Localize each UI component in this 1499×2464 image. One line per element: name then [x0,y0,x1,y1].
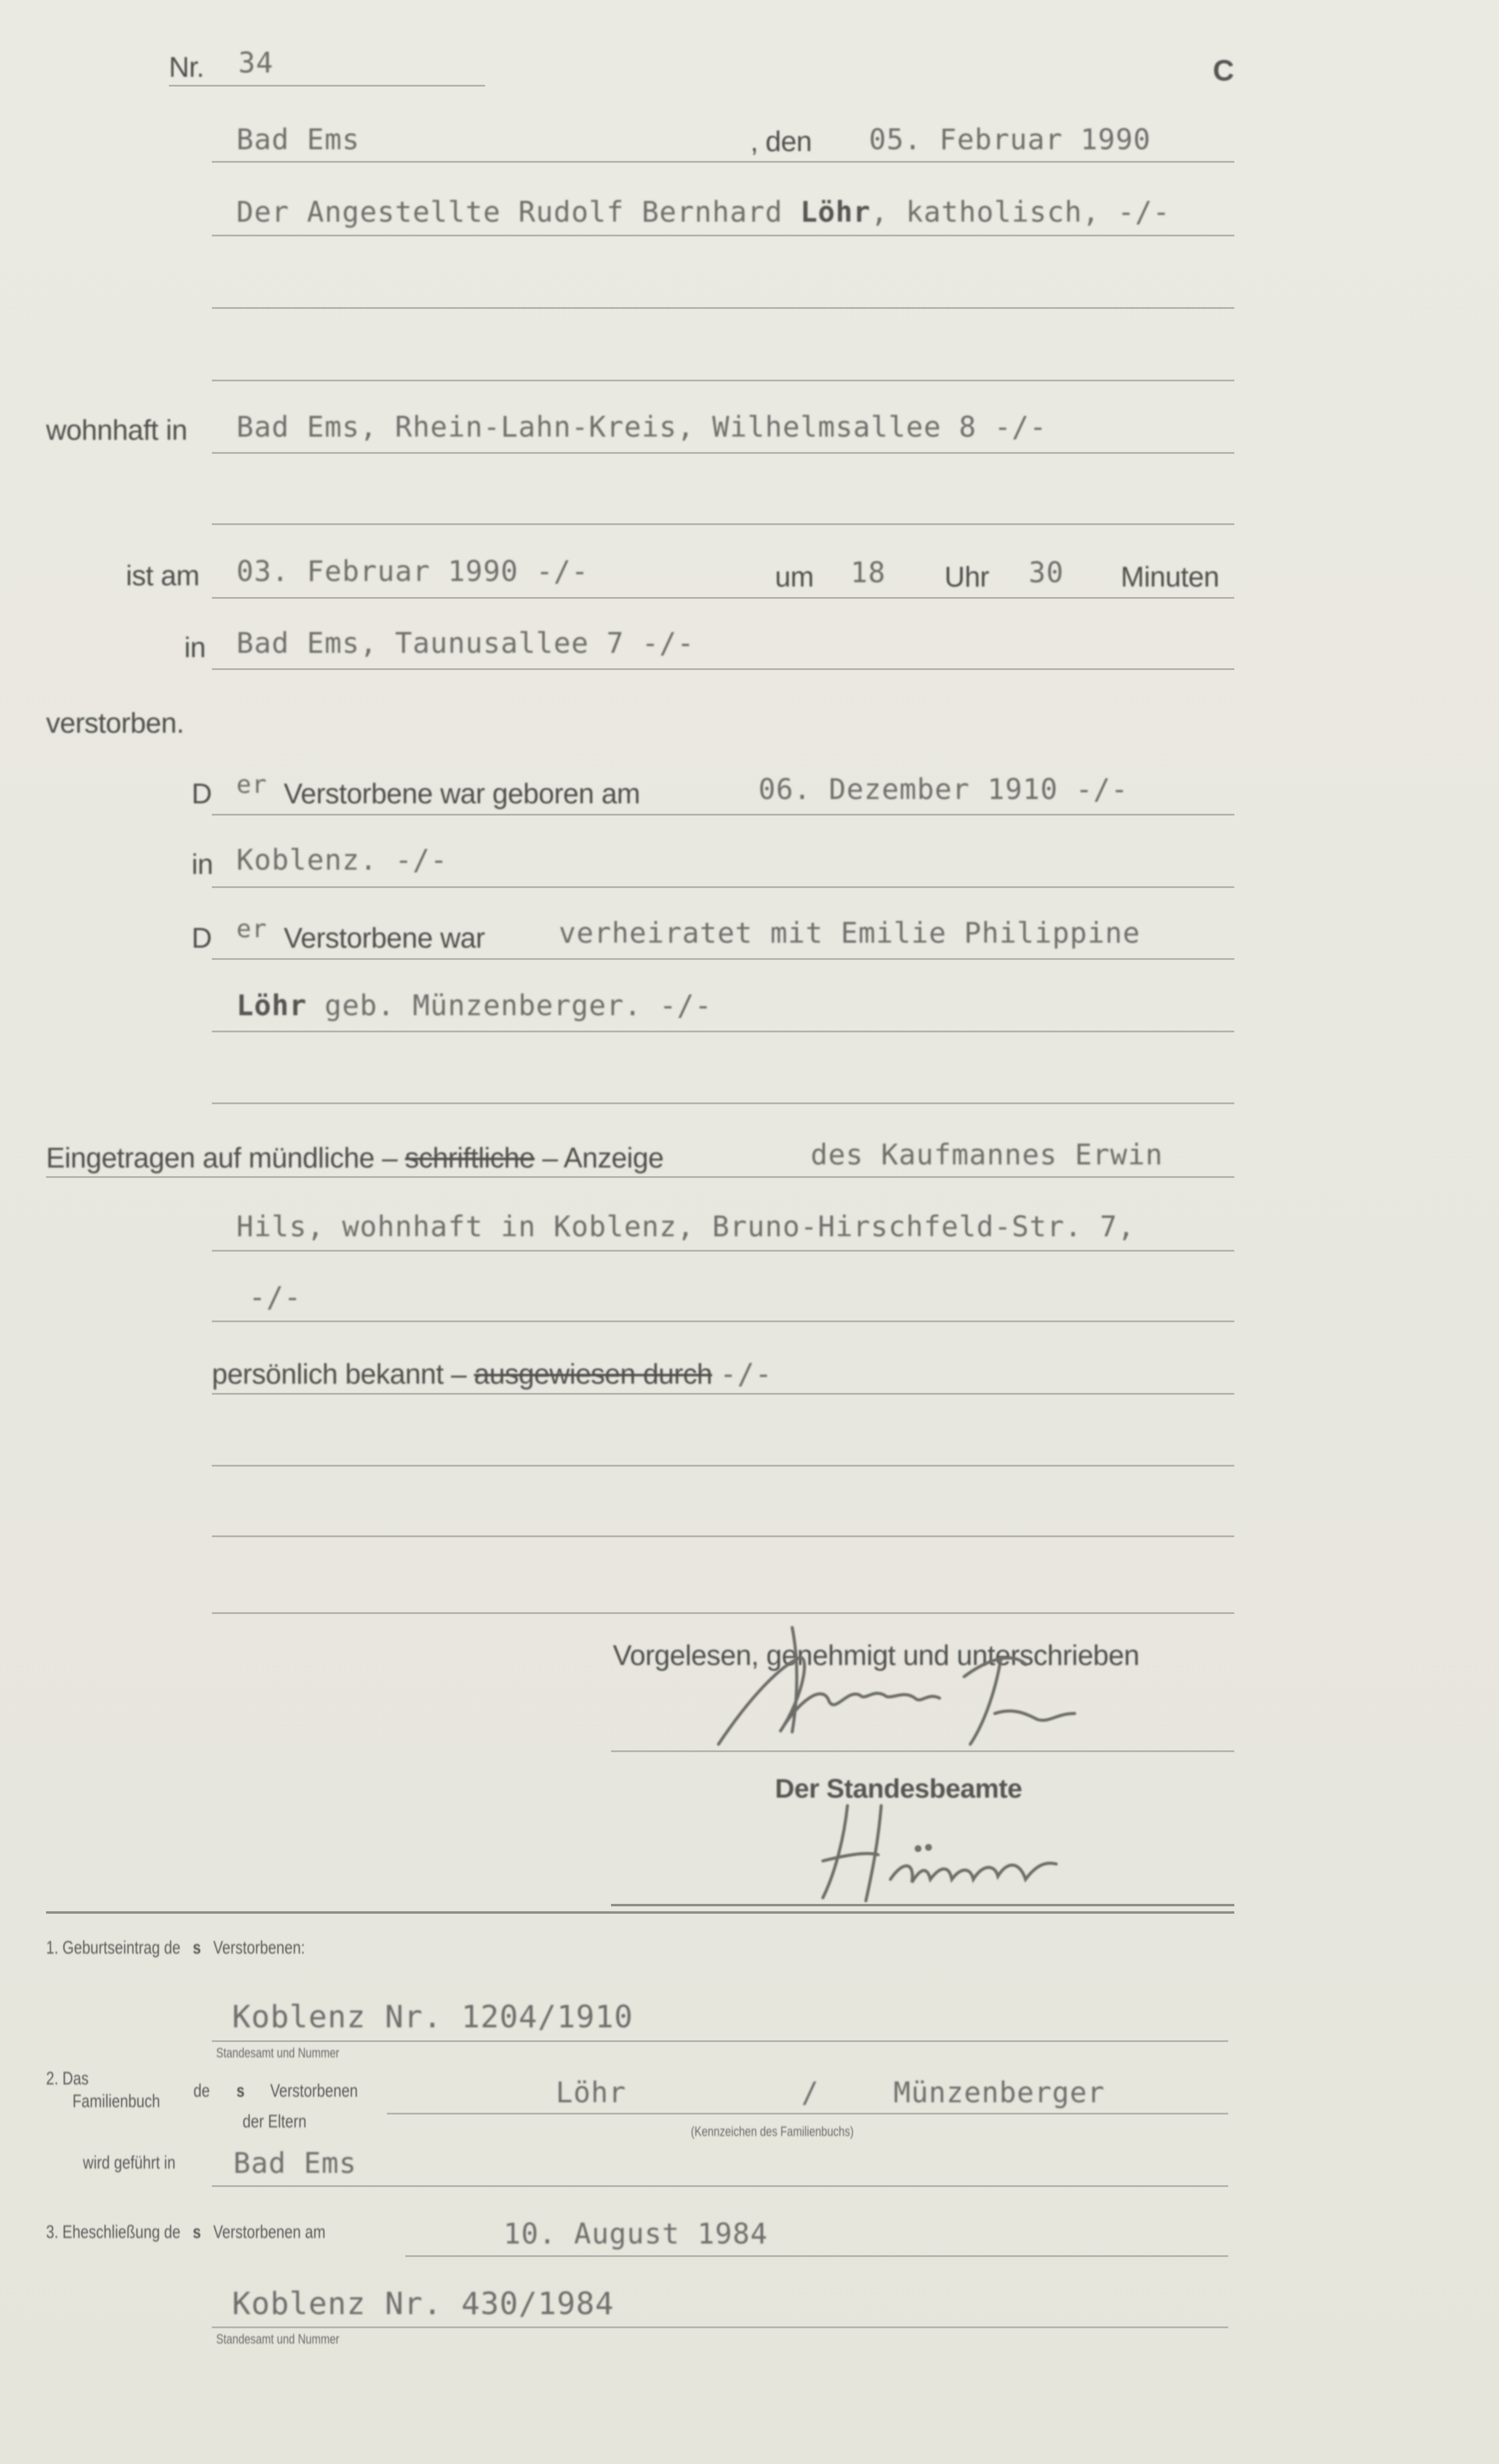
cancel-mark: -/- [659,989,712,1022]
item3-sub: Standesamt und Nummer [216,2331,340,2347]
rule-item3-1 [405,2255,1228,2257]
rule-empty-4 [212,1102,1234,1104]
residence-value: Bad Ems, Rhein-Lahn-Kreis, Wilhelmsallee 8 [236,410,977,443]
spouse-rest: geb. Münzenberger. [306,989,642,1022]
marriage-value-1: verheiratet mit Emilie Philippine [559,916,1140,949]
item1-sub: Standesamt und Nummer [216,2045,340,2060]
cancel-mark: -/- [641,626,695,660]
rule-residence [212,452,1234,454]
deceased-prefix: Der Angestellte Rudolf Bernhard [236,195,801,228]
ist-am-label: ist am [126,559,200,591]
item2-word: Familienbuch [72,2091,160,2111]
item2-verst: Verstorbenen [270,2081,358,2101]
rule-empty-6 [212,1535,1234,1537]
rule-item1 [212,2040,1228,2042]
item2-num: 2. Das [46,2068,89,2089]
report-value-1: des Kaufmannes Erwin [811,1138,1163,1171]
personal-prefix: persönlich bekannt – [212,1358,474,1390]
birth-place-line [236,843,448,876]
item2-gefuehrt: wird geführt in [83,2153,176,2173]
rule-personal [212,1393,1234,1395]
birth-date: 06. Dezember 1910 [758,773,1058,806]
item3-date: 10. August 1984 [504,2217,768,2250]
item1-label-c: Verstorbenen: [213,1938,305,1958]
registry-place: Bad Ems [236,123,360,156]
birth-date-line [758,773,1129,806]
cancel-mark: -/- [395,843,448,876]
nr-rule [169,85,485,87]
item2-de: de [193,2081,210,2101]
cancel-mark: -/- [535,555,589,588]
item2-name1: Löhr [556,2076,626,2109]
um-label: um [775,561,814,593]
residence-line [236,410,1047,443]
rule-report-3 [212,1320,1234,1322]
report-value-2: Hils, wohnhaft in Koblenz, Bruno-Hirschfeld-Str. 7, [236,1210,1135,1243]
rule-person [212,235,1234,236]
item3-label-b: s [192,2222,201,2242]
marriage-label: Verstorbene war [284,922,485,954]
marriage-d-letter: D [192,922,212,954]
item3-label-c: Verstorbenen am [213,2222,325,2242]
personal-line [212,1357,773,1390]
cancel-mark: -/- [249,1281,302,1314]
verstorben-label: verstorben. [46,707,184,739]
item2-s: s [236,2081,245,2101]
rule-item2-1 [387,2113,1228,2115]
registry-date: 05. Februar 1990 [869,123,1151,156]
item2-eltern: der Eltern [243,2111,307,2132]
read-approved-label: Vorgelesen, genehmigt und unterschrieben [613,1639,1140,1671]
rule-empty-5 [212,1465,1234,1467]
rule-empty-1 [212,307,1234,309]
rule-birth-date [212,814,1234,816]
rule-empty-7 [212,1612,1234,1614]
rule-empty-3 [212,523,1234,525]
item2-place: Bad Ems [233,2146,357,2180]
report-label-struck: schriftliche [405,1142,535,1174]
rule-report-2 [212,1250,1234,1252]
cancel-mark: -/- [719,1357,773,1390]
nr-value: 34 [238,46,274,79]
item2-slash: / [801,2076,819,2109]
death-date-line [236,555,589,588]
item1-value: Koblenz Nr. 1204/1910 [232,1999,634,2035]
rule-item2-2 [212,2185,1228,2187]
den-label: , den [750,125,812,157]
deceased-surname: Löhr [800,195,871,228]
rule-item3-2 [212,2326,1228,2328]
cancel-mark: -/- [1117,195,1170,228]
item1-label-a: 1. Geburtseintrag de [46,1938,181,1958]
informant-signature [706,1621,1136,1769]
rule-marriage-2 [212,1031,1234,1032]
minuten-label: Minuten [1121,561,1220,593]
footer-item3-label [46,2222,325,2243]
item2-kenn: (Kennzeichen des Familienbuchs) [691,2124,854,2139]
item1-label-b: s [192,1938,201,1958]
death-minute: 30 [1029,556,1064,589]
rule-birth-place [212,886,1234,888]
form-marker: C [1213,55,1234,87]
birth-er-suffix: er [236,771,268,799]
birth-place: Koblenz. [236,843,378,876]
registrar-label: Der Standesbeamte [775,1774,1022,1804]
marriage-er-suffix: er [236,915,268,943]
rule-empty-2 [212,380,1234,381]
birth-d-letter: D [192,778,212,809]
rule-date [212,161,1234,163]
report-label-prefix: Eingetragen auf mündliche – [46,1142,405,1174]
marriage-value-2 [236,989,712,1022]
rule-report-1 [46,1176,1234,1178]
footer-separator [46,1911,1234,1914]
death-place: Bad Ems, Taunusallee 7 [236,626,625,660]
rule-death-place [212,668,1234,670]
rule-sig-2 [611,1904,1234,1906]
item3-value: Koblenz Nr. 430/1984 [232,2286,615,2322]
footer-item1-label [46,1938,305,1959]
death-hour: 18 [851,556,886,589]
registrar-signature [811,1793,1093,1910]
deceased-suffix: , katholisch, [871,195,1118,228]
death-in-label: in [184,631,206,663]
rule-marriage-1 [212,958,1234,960]
report-label-suffix: – Anzeige [534,1142,664,1174]
nr-label: Nr. [169,51,204,83]
birth-in-label: in [192,848,213,880]
death-place-line [236,626,695,660]
spouse-surname: Löhr [236,989,307,1022]
item3-label-a: 3. Eheschließung de [46,2222,181,2242]
rule-death-date [212,597,1234,599]
deceased-line [236,195,1170,228]
cancel-mark: -/- [994,410,1047,443]
death-date: 03. Februar 1990 [236,555,519,588]
uhr-label: Uhr [944,561,989,593]
residence-label: wohnhaft in [46,414,187,446]
item2-name2: Münzenberger [894,2076,1105,2109]
cancel-mark: -/- [1075,773,1129,806]
report-label [46,1141,664,1174]
personal-struck: ausgewiesen durch [473,1358,712,1390]
birth-label: Verstorbene war geboren am [284,778,640,809]
rule-sig-1 [611,1750,1234,1752]
